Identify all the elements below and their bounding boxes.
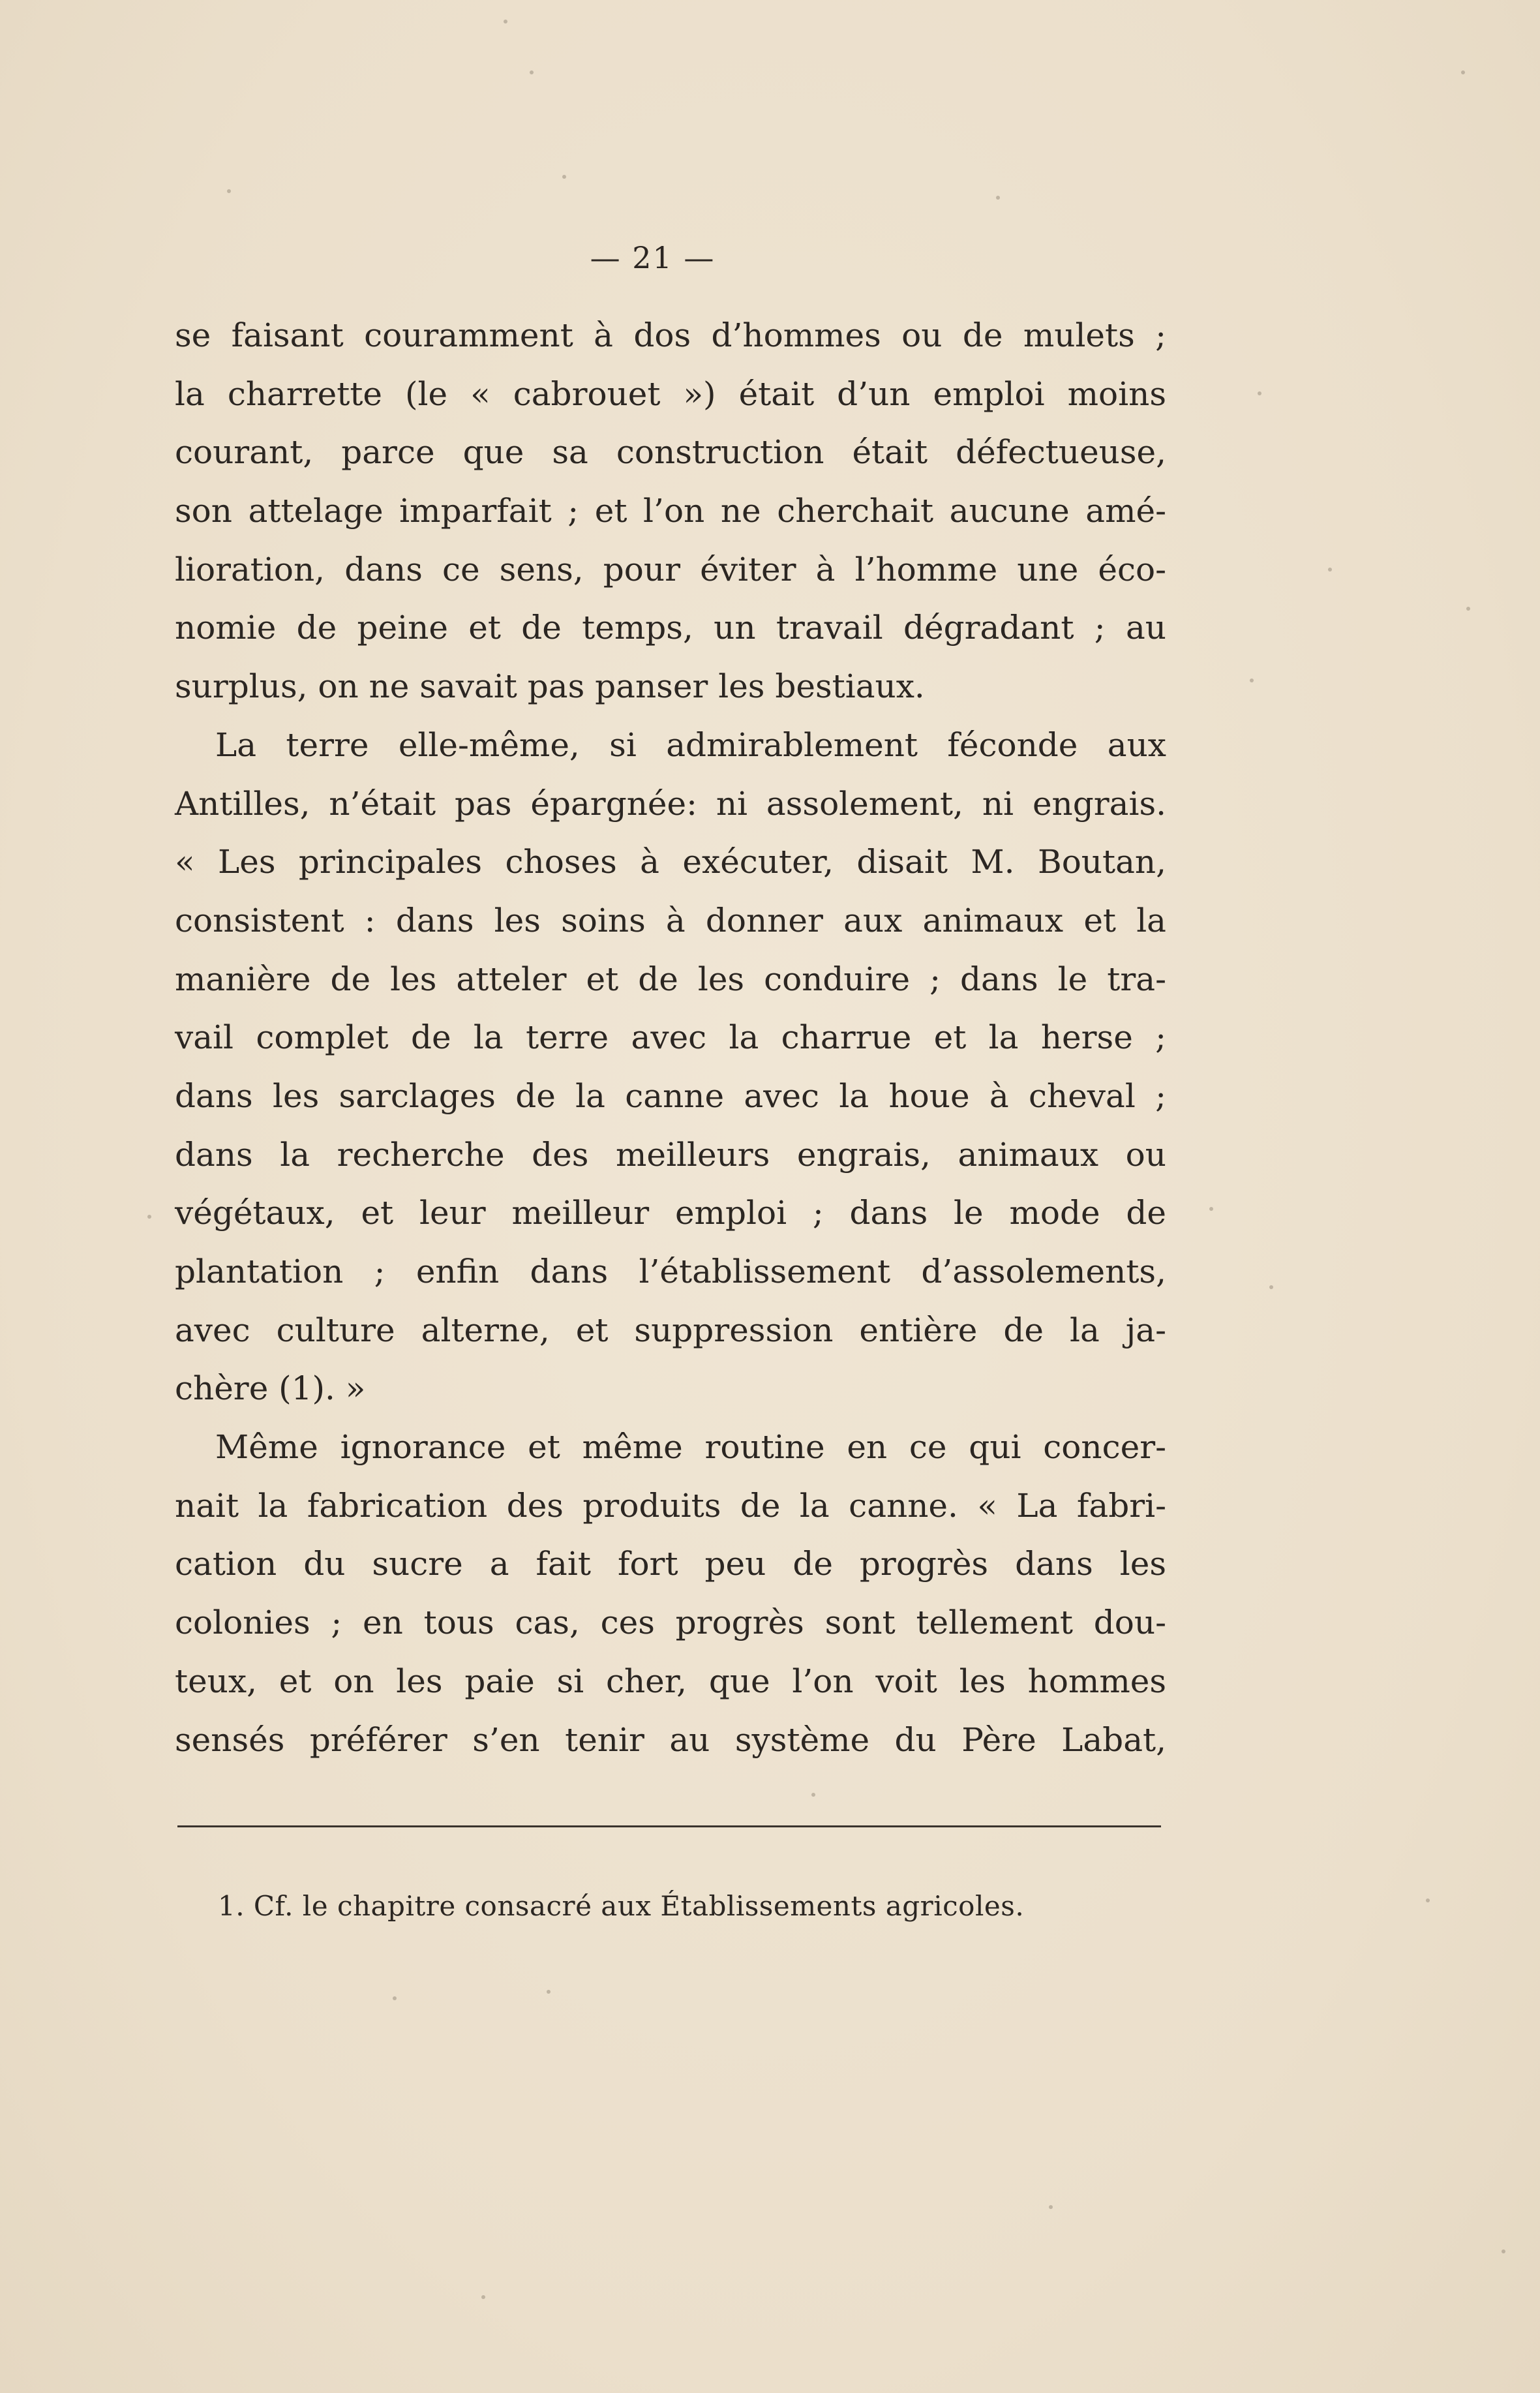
text-line: plantation ; enfin dans l’établissement d’assolements, (175, 1253, 1166, 1290)
text-line: dans la recherche des meilleurs engrais, animaux ou (175, 1135, 1166, 1174)
text-line: teux, et on les paie si cher, que l’on voit les hommes (175, 1662, 1166, 1700)
paper-speck (1502, 2249, 1505, 2253)
paper-speck (1461, 70, 1465, 74)
paper-speck (811, 1793, 815, 1797)
text-line: végétaux, et leur meilleur emploi ; dans le mode de (175, 1194, 1166, 1232)
text-line: consistent : dans les soins à donner aux animaux et la (175, 901, 1166, 939)
text-line: courant, parce que sa construction était défectueuse, (175, 433, 1166, 472)
paper-speck (1250, 678, 1254, 682)
body-text (175, 307, 1166, 1769)
paper-speck (1269, 1285, 1273, 1289)
paper-speck (393, 1996, 397, 2000)
paper-speck (1258, 391, 1261, 395)
paper-speck (996, 196, 1000, 200)
paper-speck (1426, 1898, 1430, 1902)
text-line: la charrette (le « cabrouet ») était d’un emploi moins (175, 374, 1166, 413)
paper-speck (481, 2295, 485, 2299)
text-line: lioration, dans ce sens, pour éviter à l’homme une éco- (175, 550, 1166, 588)
text-line: dans les sarclages de la canne avec la houe à cheval ; (175, 1076, 1166, 1115)
text-line: sensés préférer s’en tenir au système du Père Labat, (175, 1720, 1166, 1759)
text-line: chère (1). » (175, 1369, 366, 1408)
text-line: se faisant couramment à dos d’hommes ou de mulets ; (175, 316, 1166, 354)
text-line: surplus, on ne savait pas panser les bestiaux. (175, 667, 925, 706)
text-line: nomie de peine et de temps, un travail dégradant ; au (175, 609, 1166, 647)
paper-speck (504, 20, 507, 23)
text-line: Antilles, n’était pas épargnée: ni assolement, ni engrais. (175, 784, 1166, 823)
text-line: « Les principales choses à exécuter, disait M. Boutan, (175, 843, 1166, 881)
footnote: 1. Cf. le chapitre consacré aux Établissements agricoles. (218, 1890, 1025, 1922)
footnote-separator (177, 1825, 1161, 1827)
text-line: manière de les atteler et de les conduire ; dans le tra- (175, 960, 1166, 998)
text-line: La terre elle-même, si admirablement féconde aux (215, 725, 1166, 764)
text-line: colonies ; en tous cas, ces progrès sont tellement dou- (175, 1604, 1166, 1642)
text-line: cation du sucre a fait fort peu de progrès dans les (175, 1545, 1166, 1583)
text-line: nait la fabrication des produits de la canne. « La fabri- (175, 1486, 1166, 1525)
text-line: Même ignorance et même routine en ce qui concer- (215, 1428, 1166, 1467)
paper-speck (147, 1215, 151, 1219)
paper-speck (562, 175, 566, 179)
paper-speck (547, 1990, 551, 1994)
paper-speck (530, 70, 534, 74)
paper-speck (1049, 2205, 1053, 2209)
text-line: son attelage imparfait ; et l’on ne cherchait aucune amé- (175, 492, 1166, 530)
text-line: vail complet de la terre avec la charrue et la herse ; (175, 1018, 1166, 1057)
page-number: — 21 — (590, 240, 716, 275)
paper-speck (227, 189, 231, 193)
text-line: avec culture alterne, et suppression entière de la ja- (175, 1311, 1166, 1349)
paper-speck (1328, 568, 1332, 572)
paper-speck (1209, 1207, 1213, 1211)
paper-speck (1466, 607, 1470, 611)
